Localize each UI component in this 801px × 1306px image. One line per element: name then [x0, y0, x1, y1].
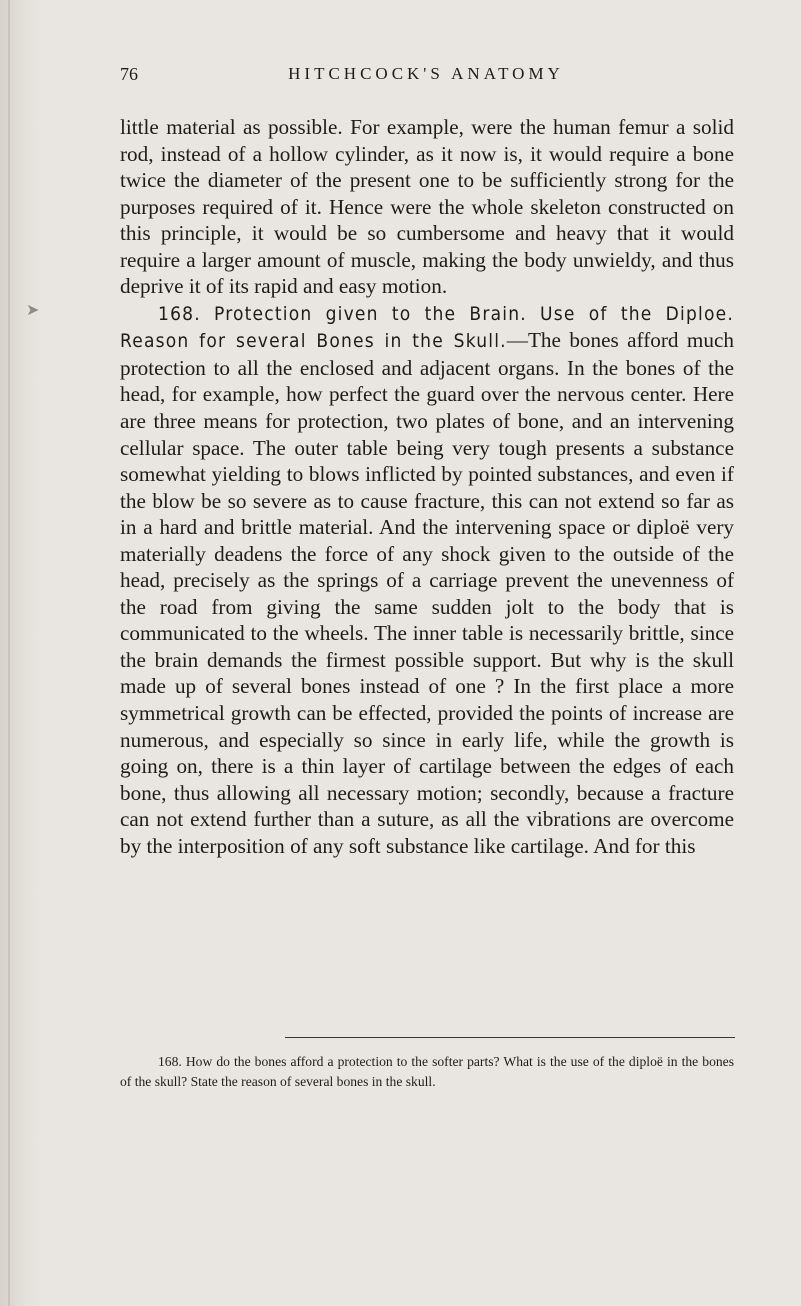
paragraph-text: —The bones afford much protection to all the enclosed and adjacent organs. In the bones of the head, for example, how perfect the guard over the nervous center. Here are three means for protection, two plates of bone, and an intervening cellular space. The outer table being very tough presents a substance somewhat yielding to blows inflicted by pointed substances, and even if the blow be so severe as to cause fracture, this can not extend so far as in a hard and brittle material. And the intervening space or diploë very materially deadens the force of any shock given to the outside of the head, precisely as the springs of a carriage prevent the unevenness of the road from giving the same sudden jolt to the body that is communicated to the wheels. The inner table is necessarily brittle, since the brain demands the firmest possible support. But why is the skull made up of several bones instead of one ? In the first place a more symmetrical growth can be effected, provided the points of increase are numerous, and especially so since in early life, while the growth is going on, there is a thin layer of cartilage between the edges of each bone, thus allowing all necessary motion; secondly, because a fracture can not extend further than a suture, as all the vibrations are overcome by the interposition of any soft substance like cartilage. And for this [120, 328, 734, 858]
paragraph-continuation [120, 114, 734, 300]
paragraph-section-168 [120, 300, 734, 859]
page-number: 76 [120, 64, 138, 84]
margin-mark-icon: ➤ [26, 302, 40, 319]
main-text [120, 114, 734, 859]
book-gutter [0, 0, 42, 1306]
footnote-text: 168. How do the bones afford a protection to the softer parts? What is the use of the diploë in the bones of the skull? State the reason of several bones in the skull. [120, 1054, 734, 1089]
section-heading: 168. Protection given to the Brain. Use of the Diploe. Reason for several Bones in the Skull. [120, 302, 734, 353]
running-title: HITCHCOCK'S ANATOMY [288, 64, 564, 83]
gutter-shadow-line [8, 0, 10, 1306]
running-header [120, 64, 732, 94]
footnote [120, 1052, 734, 1092]
paragraph-text: little material as possible. For example, were the human femur a solid rod, instead of a hollow cylinder, as it now is, it would require a bone twice the diameter of the present one to be sufficiently strong for the purposes required of it. Hence were the whole skeleton constructed on this principle, it would be so cumbersome and heavy that it would require a larger amount of muscle, making the body unwieldy, and thus deprive it of its rapid and easy motion. [120, 115, 734, 299]
footnote-rule [285, 1037, 735, 1038]
